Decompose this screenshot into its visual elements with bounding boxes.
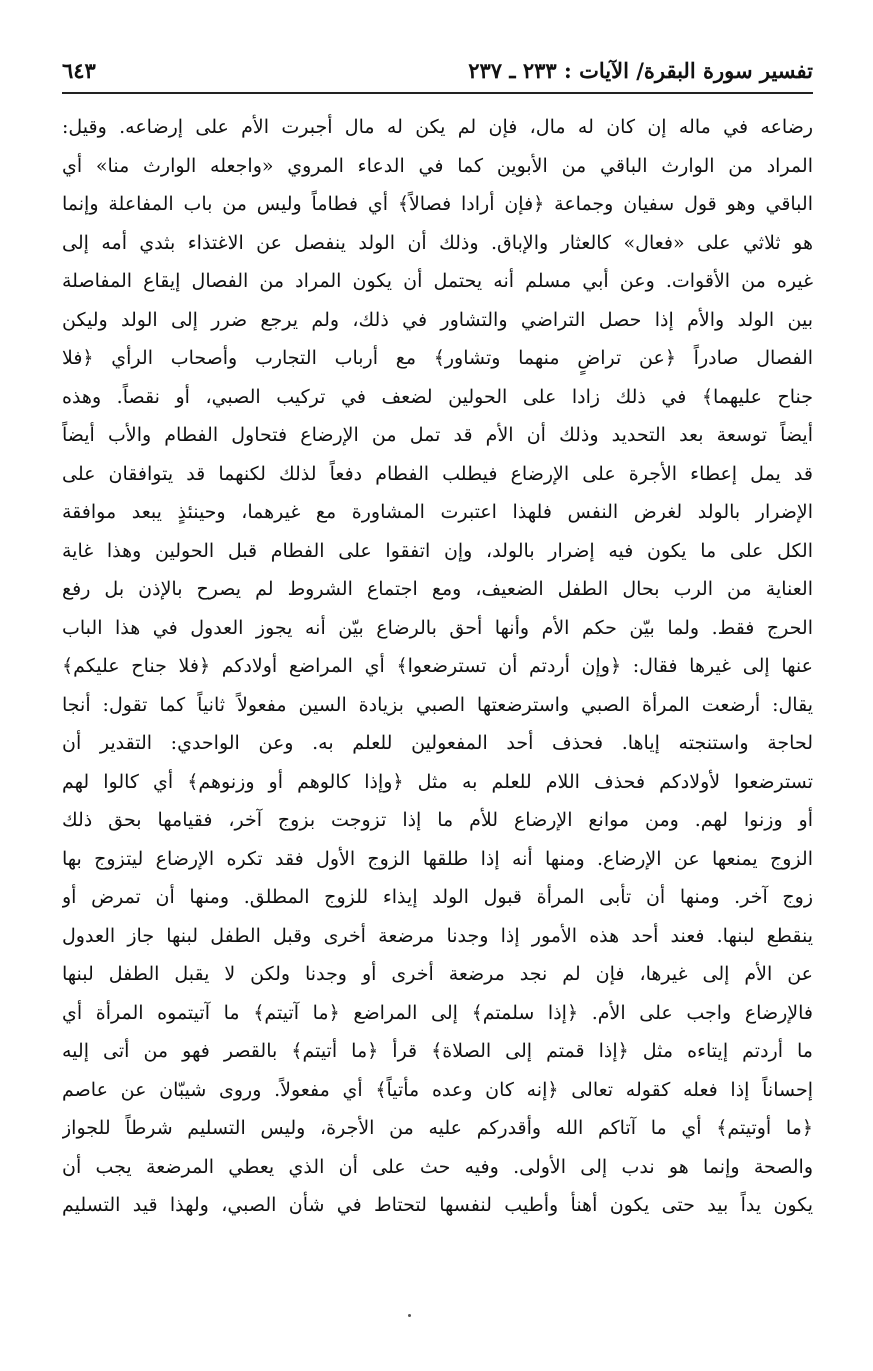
text-line: الباقي وهو قول سفيان وجماعة ﴿فإن أرادا فصالاً﴾ أي فطاماً وليس من باب المفاعلة وإنما	[62, 193, 813, 215]
text-line: ينقطع لبنها. فعند أحد هذه الأمور إذا وجدنا مرضعة أخرى وقبل الطفل لبنها جاز العدول	[62, 924, 813, 947]
text-line: إحساناً إذا فعله كقوله تعالى ﴿إنه كان وعده مأتياً﴾ أي مفعولاً. وروى شيبّان عن عاصم	[62, 1078, 813, 1101]
text-line: الكل على ما يكون فيه إضرار بالولد، وإن اتفقوا على الفطام قبل الحولين وهذا غاية	[62, 539, 813, 562]
text-line: الإضرار بالولد لغرض النفس فلهذا اعتبرت المشاورة مع غيرهما، وحينئذٍ يبعد موافقة	[62, 501, 813, 523]
text-line: غيره من الأقوات. وعن أبي مسلم أنه يحتمل أن يكون المراد من الفصال إيقاع المفاصلة	[62, 270, 813, 292]
running-title: تفسير سورة البقرة/ الآيات : ٢٣٣ ـ ٢٣٧	[468, 58, 813, 83]
text-line: جناح عليهما﴾ في ذلك زادا على الحولين لضعف في تركيب الصبي، أو نقصاً. وهذه	[62, 385, 813, 408]
text-line: أو وزنوا لهم. ومن موانع الإرضاع للأم ما إذا تزوجت بزوج آخر، فقيامها بحق ذلك	[62, 809, 813, 831]
text-line: عنها إلى غيرها فقال: ﴿وإن أردتم أن تسترضعوا﴾ أي المراضع أولادكم ﴿فلا جناح عليكم﴾	[62, 655, 813, 677]
scan-dot	[408, 1314, 411, 1317]
text-line: الفصال صادراً ﴿عن تراضٍ منهما وتشاور﴾ مع أرباب التجارب وأصحاب الرأي ﴿فلا	[62, 347, 813, 369]
text-line: الحرج فقط. ولما بيّن حكم الأم وأنها أحق بالرضاع بيّن أنه يجوز العدول في هذا الباب	[62, 616, 813, 639]
text-line: والصحة وإنما هو ندب إلى الأولى. وفيه حث على أن الذي يعطي المرضعة يجب أن	[62, 1155, 813, 1178]
text-line: قد يمل إعطاء الأجرة على الإرضاع فيطلب الفطام دفعاً لذلك لكنهما قد يتوافقان على	[62, 462, 813, 485]
text-line: ﴿ما أوتيتم﴾ أي ما آتاكم الله وأقدركم عليه من الأجرة، وليس التسليم شرطاً للجواز	[62, 1117, 813, 1139]
text-line: أيضاً توسعة بعد التحديد وذلك أن الأم قد تمل من الإرضاع فتحاول الفطام والأب أيضاً	[62, 424, 813, 446]
text-line: رضاعه في ماله إن كان له مال، فإن لم يكن له مال أجبرت الأم على إرضاعه. وقيل:	[62, 116, 813, 138]
text-line: تسترضعوا لأولادكم فحذف اللام للعلم به مثل ﴿وإذا كالوهم أو وزنوهم﴾ أي كالوا لهم	[62, 770, 813, 793]
text-line: ما أردتم إيتاءه مثل ﴿إذا قمتم إلى الصلاة﴾ قرأ ﴿ما أتيتم﴾ بالقصر فهو من أتى إليه	[62, 1040, 813, 1062]
text-line: يكون يداً بيد حتى يكون أهنأ وأطيب لنفسها لتحتاط في شأن الصبي، ولهذا قيد التسليم	[62, 1194, 813, 1216]
text-line: يقال: أرضعت المرأة الصبي واسترضعتها الصبي بزيادة السين مفعولاً ثانياً كما تقول: أنجا	[62, 693, 813, 716]
running-header	[62, 54, 813, 88]
text-line: بين الولد والأم إذا حصل التراضي والتشاور في ذلك، ولم يرجع ضرر إلى الولد وليكن	[62, 308, 813, 331]
page-number: ٦٤٣	[62, 58, 96, 83]
text-line: هو ثلاثي على «فعال» كالعثار والإباق. وذلك أن الولد ينفصل عن الاغتذاء بثدي أمه إلى	[62, 231, 813, 254]
text-line: عن الأم إلى غيرها، فإن لم نجد مرضعة أخرى أو وجدنا ولكن لا يقبل الطفل لبنها	[62, 963, 813, 985]
body-text	[62, 108, 813, 1225]
text-line: العناية من الرب بحال الطفل الضعيف، ومع اجتماع الشروط لم يصرح بالإذن بل رفع	[62, 578, 813, 600]
header-rule	[62, 92, 813, 94]
text-line: المراد من الوارث الباقي من الأبوين كما في الدعاء المروي «واجعله الوارث منا» أي	[62, 154, 813, 177]
text-line: فالإرضاع واجب على الأم. ﴿إذا سلمتم﴾ إلى المراضع ﴿ما آتيتم﴾ ما آتيتموه المرأة أي	[62, 1001, 813, 1024]
text-line: زوج آخر. ومنها أن تأبى المرأة قبول الولد إيذاء للزوج المطلق. ومنها أن تمرض أو	[62, 886, 813, 908]
text-line: لحاجة واستنجته إياها. فحذف أحد المفعولين للعلم به. وعن الواحدي: التقدير أن	[62, 732, 813, 754]
text-line: الزوج يمنعها عن الإرضاع. ومنها أنه إذا طلقها الزوج الأول فقد تكره الإرضاع ليتزوج بها	[62, 847, 813, 870]
